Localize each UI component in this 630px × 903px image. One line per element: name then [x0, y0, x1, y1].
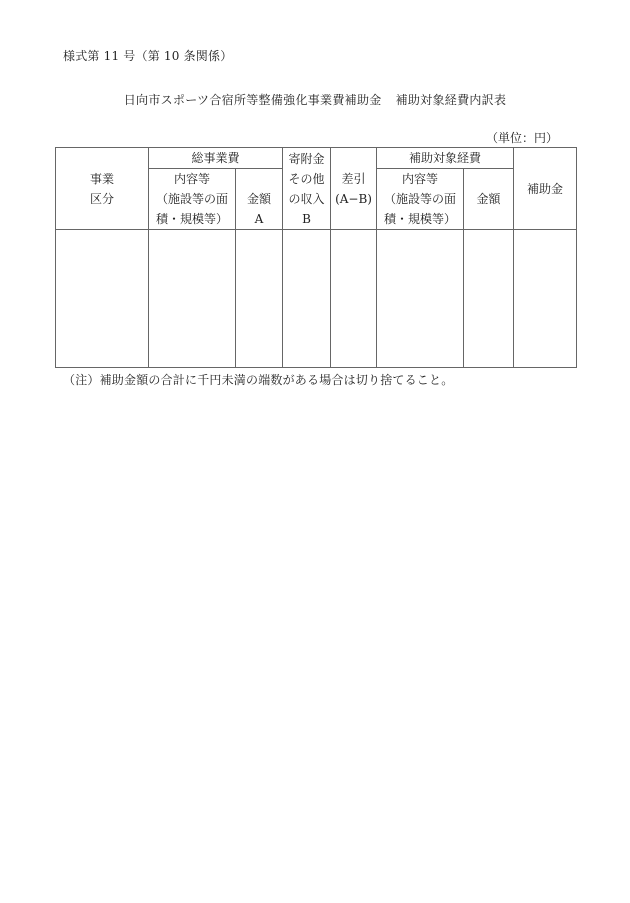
- header-total-cost-content: 内容等 （施設等の面 積・規模等）: [149, 169, 236, 230]
- cell-donations[interactable]: [283, 230, 331, 368]
- footnote: （注）補助金額の合計に千円未満の端数がある場合は切り捨てること。: [63, 373, 454, 387]
- header-business-category: 事業 区分: [56, 148, 149, 230]
- header-total-cost-amount: 金額 A: [236, 169, 283, 230]
- cell-total-cost-content[interactable]: [149, 230, 236, 368]
- header-eligible-cost: 補助対象経費: [377, 148, 514, 169]
- header-subsidy: 補助金: [514, 148, 577, 230]
- document-title-main: 日向市スポーツ合宿所等整備強化事業費補助金: [123, 93, 382, 107]
- cell-eligible-cost-amount[interactable]: [464, 230, 514, 368]
- header-total-cost: 総事業費: [149, 148, 283, 169]
- cost-breakdown-table: [55, 147, 577, 368]
- cell-total-cost-amount[interactable]: [236, 230, 283, 368]
- cell-subsidy[interactable]: [514, 230, 577, 368]
- header-eligible-cost-amount: 金額: [464, 169, 514, 230]
- header-eligible-cost-content: 内容等 （施設等の面 積・規模等）: [377, 169, 464, 230]
- document-title-sub: 補助対象経費内訳表: [395, 93, 507, 107]
- document-title: [0, 91, 630, 108]
- cell-difference[interactable]: [331, 230, 377, 368]
- header-donations: 寄附金 その他 の収入 B: [283, 148, 331, 230]
- cell-eligible-cost-content[interactable]: [377, 230, 464, 368]
- unit-label: （単位：円）: [485, 131, 558, 145]
- cell-business-category[interactable]: [56, 230, 149, 368]
- table-row: [56, 230, 577, 368]
- form-number: 様式第 11 号（第 10 条関係）: [63, 49, 233, 63]
- header-difference: 差引 (A−B): [331, 148, 377, 230]
